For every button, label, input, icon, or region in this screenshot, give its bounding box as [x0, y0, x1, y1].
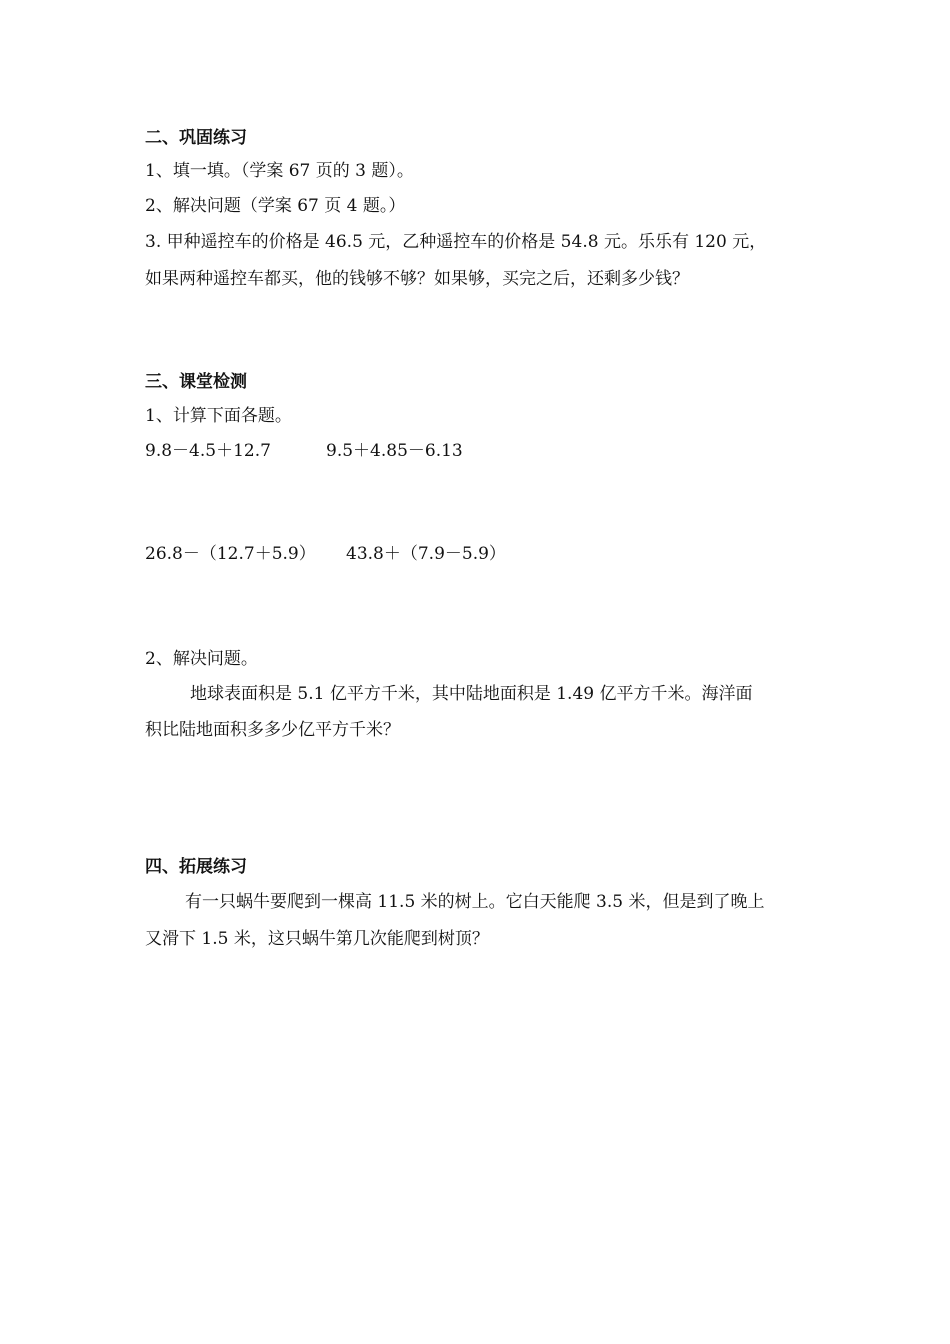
section-4-problem-line-2: 又滑下 1.5 米，这只蜗牛第几次能爬到树顶？	[145, 929, 489, 949]
section-3-problem-line-1: 地球表面积是 5.1 亿平方千米，其中陆地面积是 1.49 亿平方千米。海洋面	[190, 684, 753, 704]
section-3-heading: 三、课堂检测	[145, 372, 247, 392]
calc-expression-3: 26.8－（12.7＋5.9）	[145, 544, 316, 564]
calc-expression-2: 9.5＋4.85－6.13	[326, 441, 463, 461]
calc-expression-1: 9.8－4.5＋12.7	[145, 441, 271, 461]
section-4-heading: 四、拓展练习	[145, 857, 247, 877]
section-3-problem-line-2: 积比陆地面积多多少亿平方千米？	[145, 720, 400, 740]
section-2-item-3-line-2: 如果两种遥控车都买，他的钱够不够？如果够，买完之后，还剩多少钱？	[145, 269, 689, 289]
section-4-problem-line-1: 有一只蜗牛要爬到一棵高 11.5 米的树上。它白天能爬 3.5 米，但是到了晚上	[185, 892, 765, 912]
section-2-item-1: 1、填一填。（学案 67 页的 3 题）。	[145, 161, 414, 181]
section-2-item-3-line-1: 3. 甲种遥控车的价格是 46.5 元，乙种遥控车的价格是 54.8 元。乐乐有 120 元，	[145, 232, 767, 252]
section-3-item-2: 2、解决问题。	[145, 649, 258, 669]
calc-expression-4: 43.8＋（7.9－5.9）	[346, 544, 506, 564]
section-2-item-2: 2、解决问题（学案 67 页 4 题。）	[145, 196, 406, 216]
section-2-heading: 二、巩固练习	[145, 128, 247, 148]
section-3-item-1: 1、计算下面各题。	[145, 406, 292, 426]
